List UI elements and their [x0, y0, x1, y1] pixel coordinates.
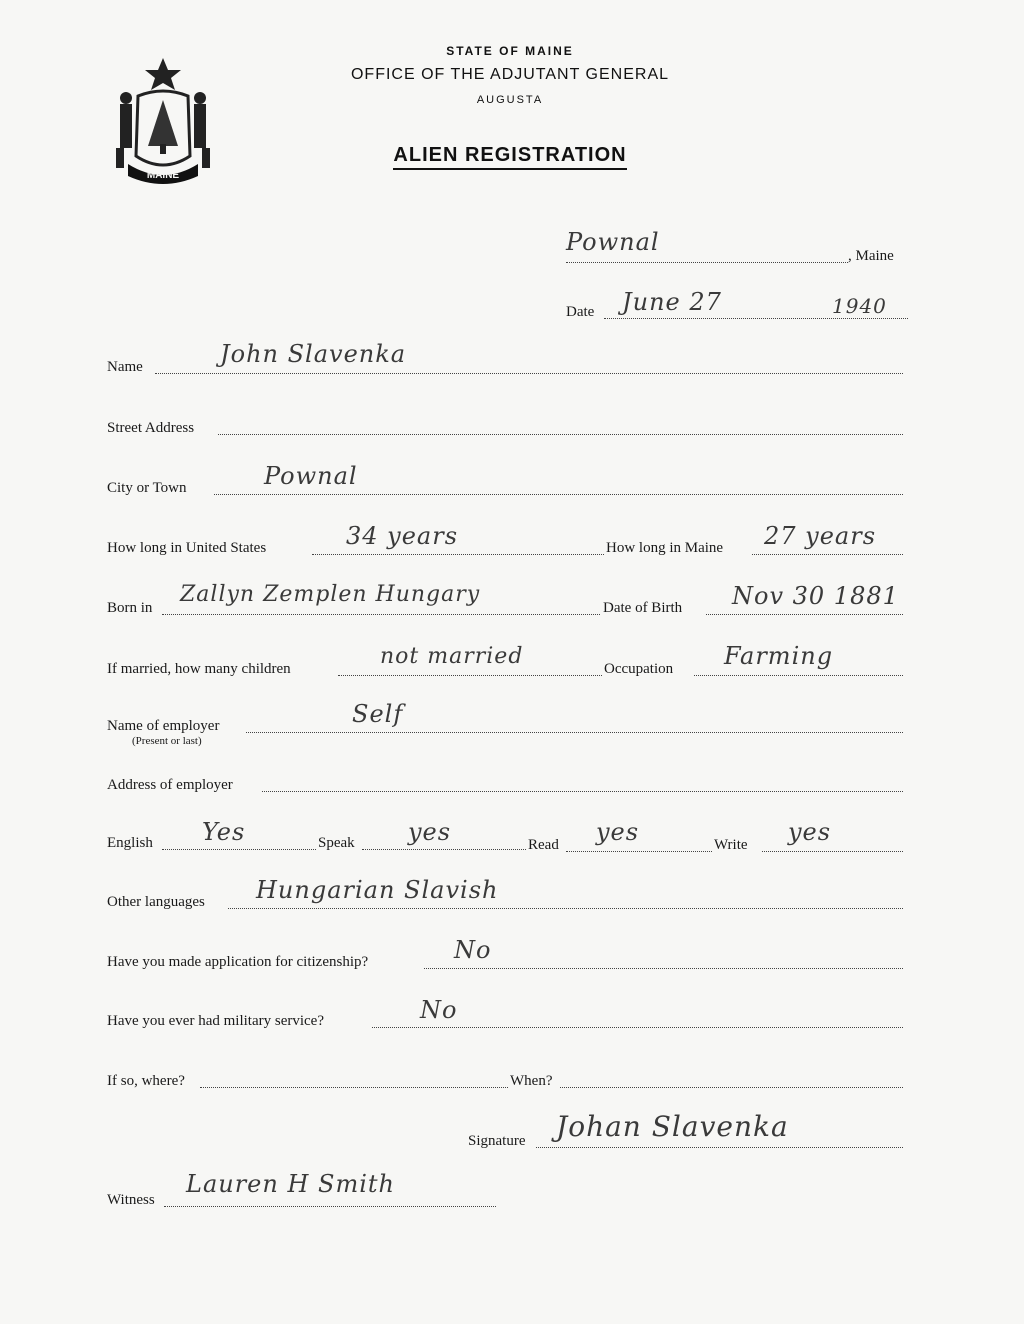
when-label: When? — [510, 1073, 553, 1089]
town-suffix-label: , Maine — [848, 248, 894, 264]
header-office: OFFICE OF THE ADJUTANT GENERAL — [350, 66, 670, 83]
speak-line — [362, 849, 526, 850]
witness-line — [164, 1206, 496, 1207]
maine-label: How long in Maine — [606, 540, 724, 556]
name-label: Name — [107, 359, 143, 375]
dob-value: Nov 30 1881 — [732, 582, 899, 610]
name-value: John Slavenka — [220, 340, 407, 368]
us-label: How long in United States — [107, 540, 267, 556]
witness-value: Lauren H Smith — [186, 1170, 395, 1198]
maine-state-seal-icon — [108, 56, 218, 184]
military-line — [372, 1027, 903, 1028]
city-value: Pownal — [264, 462, 358, 490]
occupation-line — [694, 675, 903, 676]
street-label: Street Address — [107, 420, 195, 436]
town-line — [566, 262, 848, 263]
other-languages-line — [228, 908, 903, 909]
write-value: yes — [788, 818, 832, 846]
born-label: Born in — [107, 600, 153, 616]
date-value: June 27 — [622, 288, 722, 316]
english-line — [162, 849, 316, 850]
employer-label: Name of employer — [107, 718, 220, 734]
witness-label: Witness — [107, 1192, 155, 1208]
speak-label: Speak — [318, 835, 355, 851]
town-value: Pownal — [566, 228, 660, 256]
signature-line — [536, 1147, 903, 1148]
citizenship-label: Have you made application for citizenship? — [107, 954, 369, 970]
dob-line — [706, 614, 903, 615]
married-line — [338, 675, 602, 676]
military-value: No — [420, 996, 458, 1024]
occupation-value: Farming — [724, 642, 834, 670]
svg-text:MAINE: MAINE — [146, 170, 180, 181]
english-value: Yes — [202, 818, 246, 846]
maine-line — [752, 554, 903, 555]
write-line — [762, 851, 903, 852]
english-label: English — [107, 835, 153, 851]
speak-value: yes — [408, 818, 452, 846]
year-value: 1940 — [832, 294, 887, 318]
city-line — [214, 494, 903, 495]
employer-address-line — [262, 791, 903, 792]
employer-address-label: Address of employer — [107, 777, 233, 793]
form-title — [300, 144, 720, 167]
read-line — [566, 851, 712, 852]
write-label: Write — [714, 837, 748, 853]
street-line — [218, 434, 903, 435]
employer-line — [246, 732, 903, 733]
read-label: Read — [528, 837, 559, 853]
header-state: STATE OF MAINE — [446, 44, 574, 58]
city-label: City or Town — [107, 480, 187, 496]
header-city: AUGUSTA — [476, 94, 544, 106]
when-line — [560, 1087, 903, 1088]
maine-value: 27 years — [764, 522, 877, 550]
other-languages-value: Hungarian Slavish — [256, 876, 499, 904]
us-line — [312, 554, 604, 555]
citizenship-value: No — [454, 936, 492, 964]
date-line — [604, 318, 908, 319]
date-label: Date — [566, 304, 595, 320]
married-label: If married, how many children — [107, 661, 291, 677]
name-line — [155, 373, 903, 374]
military-label: Have you ever had military service? — [107, 1013, 324, 1029]
born-value: Zallyn Zemplen Hungary — [180, 582, 481, 607]
other-languages-label: Other languages — [107, 894, 205, 910]
occupation-label: Occupation — [604, 661, 674, 677]
form-title-text: ALIEN REGISTRATION — [393, 144, 626, 170]
married-value: not married — [380, 644, 524, 669]
signature-value: Johan Slavenka — [556, 1110, 789, 1143]
citizenship-line — [424, 968, 903, 969]
where-line — [200, 1087, 508, 1088]
dob-label: Date of Birth — [603, 600, 683, 616]
read-value: yes — [596, 818, 640, 846]
employer-sub-label: (Present or last) — [132, 735, 202, 747]
where-label: If so, where? — [107, 1073, 185, 1089]
born-line — [162, 614, 600, 615]
signature-label: Signature — [468, 1133, 526, 1149]
employer-value: Self — [352, 700, 404, 728]
us-value: 34 years — [346, 522, 459, 550]
